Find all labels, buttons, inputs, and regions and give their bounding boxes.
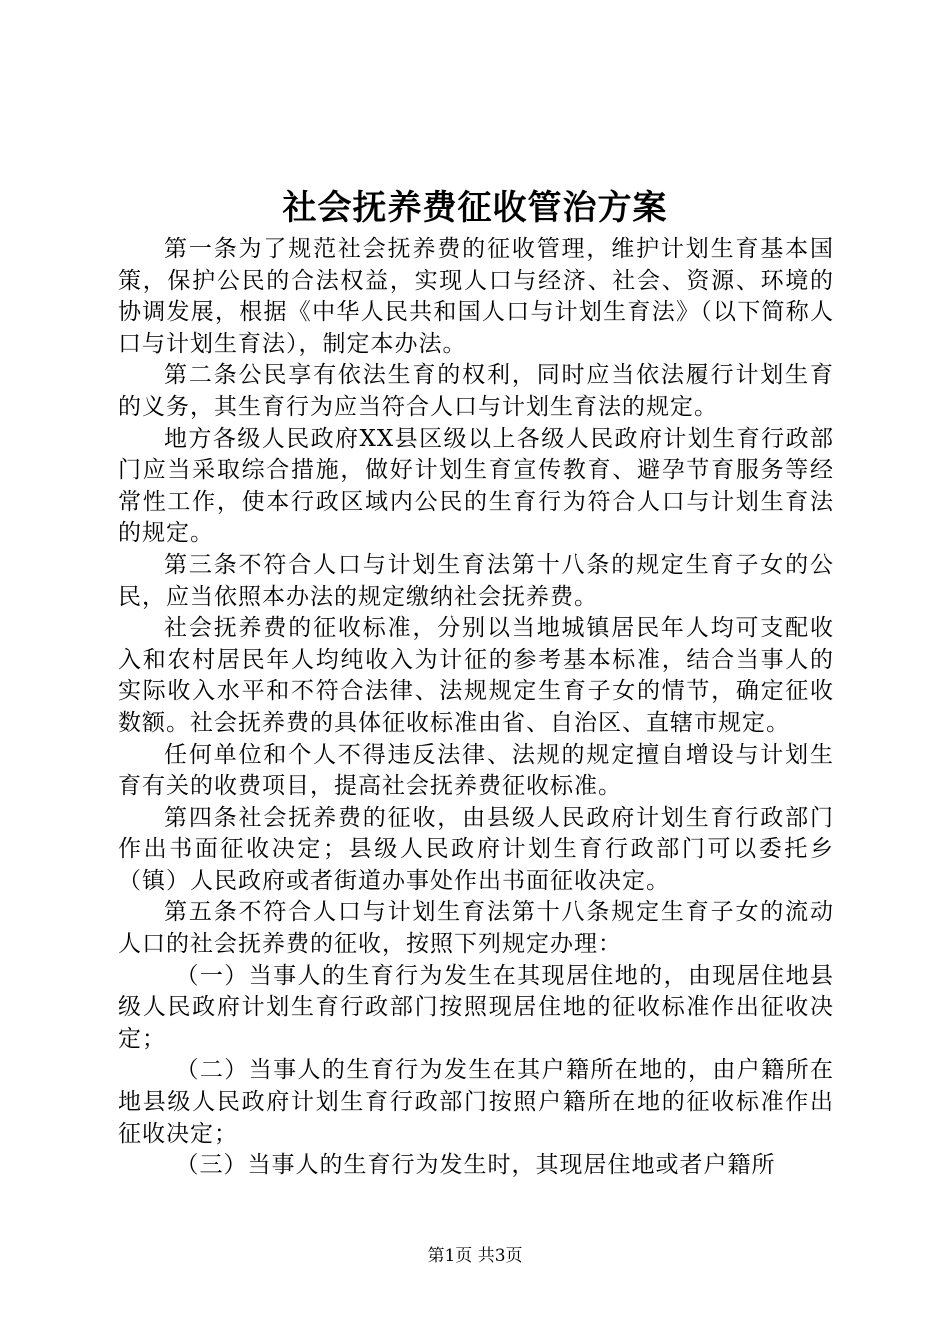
paragraph-article-5: 第五条不符合人口与计划生育法第十八条规定生育子女的流动人口的社会抚养费的征收，按照下列规定办理： — [118, 899, 834, 958]
document-title: 社会抚养费征收管治方案 — [282, 188, 668, 228]
paragraph-article-1: 第一条为了规范社会抚养费的征收管理，维护计划生育基本国策，保护公民的合法权益，实现人口与经济、社会、资源、环境的协调发展，根据《中华人民共和国人口与计划生育法》（以下简称人口与计划生育法），制定本办法。 — [118, 236, 834, 357]
paragraph-no-extra-fees: 任何单位和个人不得违反法律、法规的规定擅自增设与计划生育有关的收费项目，提高社会抚养费征收标准。 — [118, 741, 834, 800]
paragraph-item-2: （二）当事人的生育行为发生在其户籍所在地的，由户籍所在地县级人民政府计划生育行政部门按照户籍所在地的征收标准作出征收决定； — [118, 1057, 834, 1147]
document-body — [118, 234, 834, 1182]
paragraph-article-3: 第三条不符合人口与计划生育法第十八条的规定生育子女的公民，应当依照本办法的规定缴纳社会抚养费。 — [118, 551, 834, 610]
paragraph-fee-standard: 社会抚养费的征收标准，分别以当地城镇居民年人均可支配收入和农村居民年人均纯收入为计征的参考基本标准，结合当事人的实际收入水平和不符合法律、法规规定生育子女的情节，确定征收数额。社会抚养费的具体征收标准由省、自治区、直辖市规定。 — [118, 615, 834, 736]
paragraph-article-2: 第二条公民享有依法生育的权利，同时应当依法履行计划生育的义务，其生育行为应当符合人口与计划生育法的规定。 — [118, 362, 834, 420]
page-footer: 第1页 共3页 — [427, 1246, 523, 1266]
paragraph-item-1: （一）当事人的生育行为发生在其现居住地的，由现居住地县级人民政府计划生育行政部门按照现居住地的征收标准作出征收决定； — [118, 962, 834, 1052]
paragraph-item-3: （三）当事人的生育行为发生时，其现居住地或者户籍所 — [175, 1152, 776, 1179]
paragraph-local-government: 地方各级人民政府XX县区级以上各级人民政府计划生育行政部门应当采取综合措施，做好计划生育宣传教育、避孕节育服务等经常性工作，使本行政区域内公民的生育行为符合人口与计划生育法的规定。 — [118, 425, 834, 547]
paragraph-article-4: 第四条社会抚养费的征收，由县级人民政府计划生育行政部门作出书面征收决定；县级人民政府计划生育行政部门可以委托乡（镇）人民政府或者街道办事处作出书面征收决定。 — [118, 804, 834, 894]
